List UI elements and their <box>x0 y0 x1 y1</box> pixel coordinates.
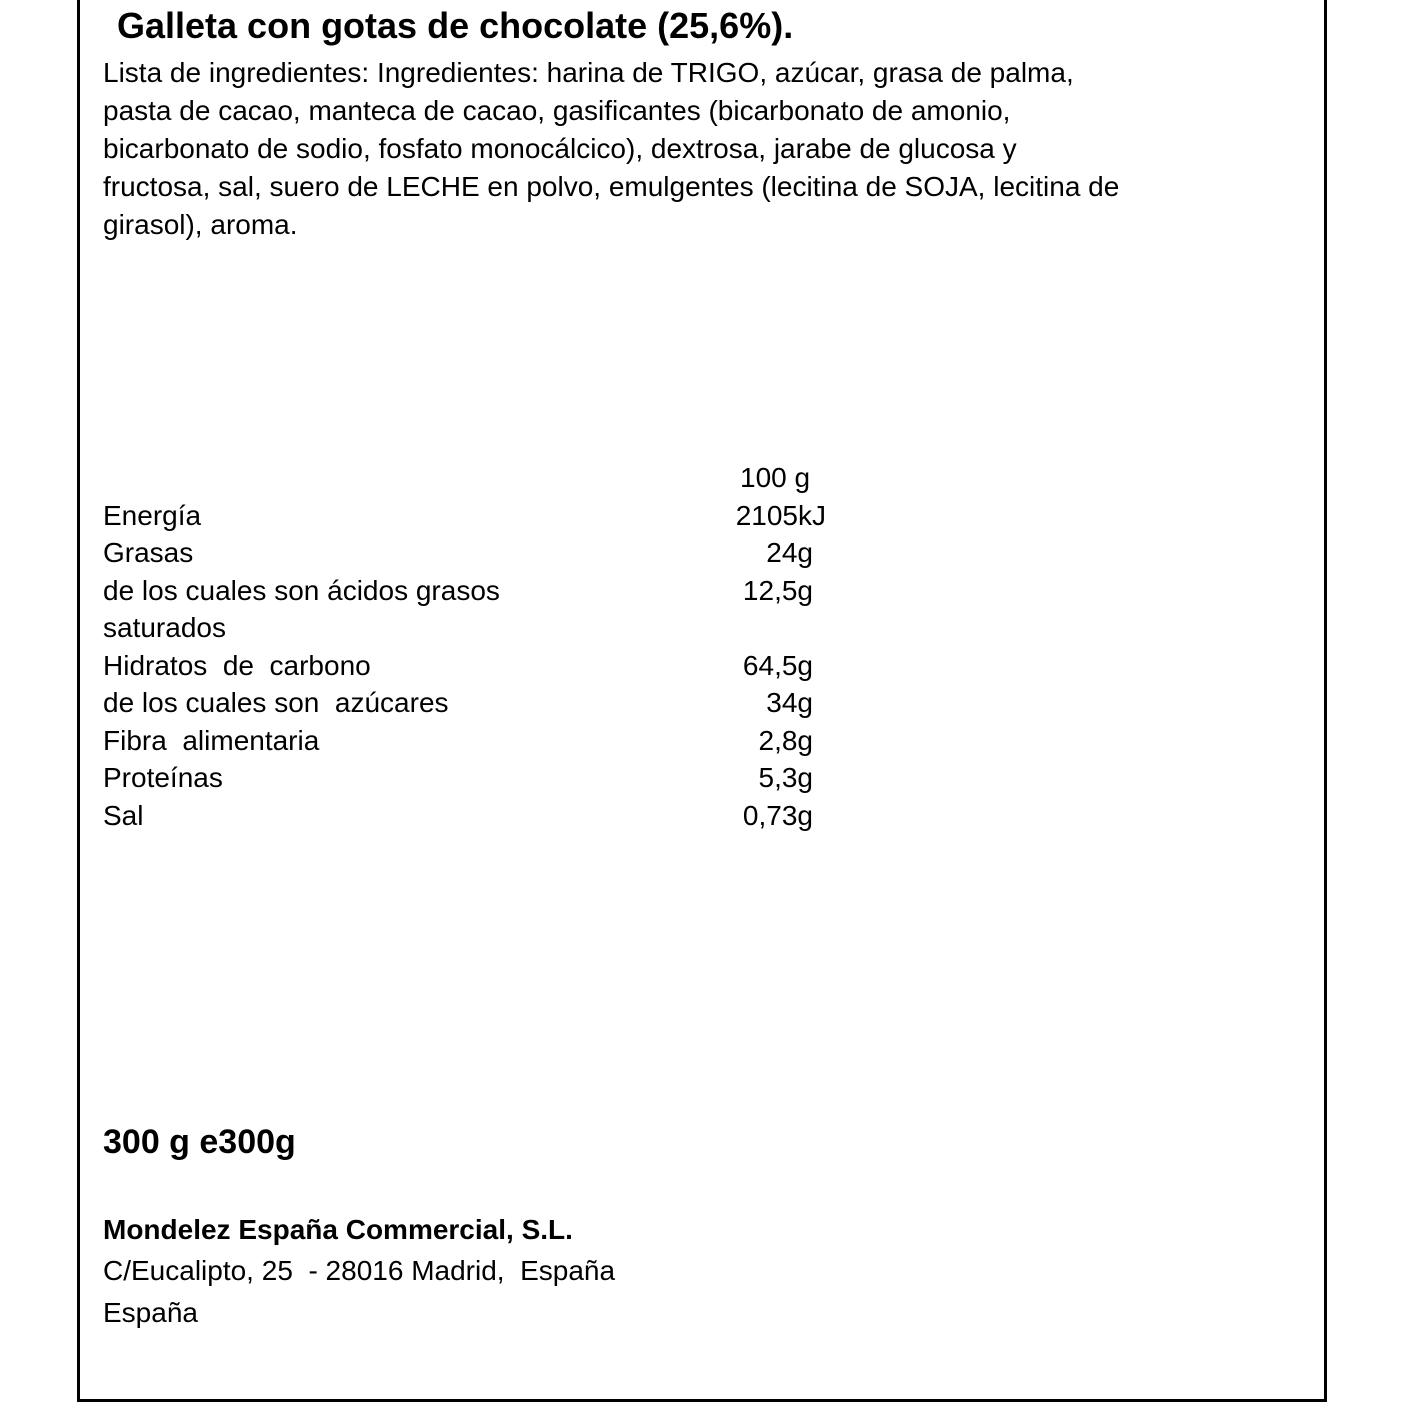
ingredients-line: bicarbonato de sodio, fosfato monocálcico), dextrosa, jarabe de glucosa y <box>103 133 1017 164</box>
nutrition-value: 2105kJ <box>735 499 826 531</box>
ingredients-line: pasta de cacao, manteca de cacao, gasificantes (bicarbonato de amonio, <box>103 95 1011 126</box>
product-title: Galleta con gotas de chocolate (25,6%). <box>117 5 794 46</box>
nutrition-value: 5,3g <box>758 762 813 793</box>
ingredients-line: Lista de ingredientes: Ingredientes: harina de TRIGO, azúcar, grasa de palma, <box>103 57 1074 88</box>
nutrition-value: 2,8g <box>758 724 813 756</box>
company-country: España <box>103 1297 198 1328</box>
nutrition-label: de los cuales son ácidos grasos <box>103 574 500 606</box>
nutrition-value: 34g <box>766 687 813 718</box>
nutrition-label: Hidratos de carbono <box>103 649 371 681</box>
nutrition-header: 100 g <box>740 462 811 493</box>
nutrition-label: Proteínas <box>103 762 223 793</box>
nutrition-label: de los cuales son azúcares <box>103 687 449 718</box>
nutrition-value: 12,5g <box>742 574 813 606</box>
company-address: C/Eucalipto, 25 - 28016 Madrid, España <box>103 1255 616 1286</box>
ingredients-line: fructosa, sal, suero de LECHE en polvo, emulgentes (lecitina de SOJA, lecitina de <box>103 171 1120 202</box>
nutrition-value: 24g <box>766 537 813 568</box>
net-weight: 300 g e300g <box>103 1123 296 1161</box>
nutrition-label: Energía <box>103 499 202 531</box>
ingredients-list <box>103 54 1303 244</box>
nutrition-value: 0,73g <box>742 799 813 831</box>
nutrition-label: Sal <box>103 799 144 831</box>
nutrition-value: 64,5g <box>742 649 813 681</box>
nutrition-label: saturados <box>103 612 226 643</box>
ingredients-line: girasol), aroma. <box>103 209 298 240</box>
nutrition-label: Grasas <box>103 537 194 568</box>
company-name: Mondelez España Commercial, S.L. <box>103 1214 573 1245</box>
nutrition-label: Fibra alimentaria <box>103 724 320 756</box>
